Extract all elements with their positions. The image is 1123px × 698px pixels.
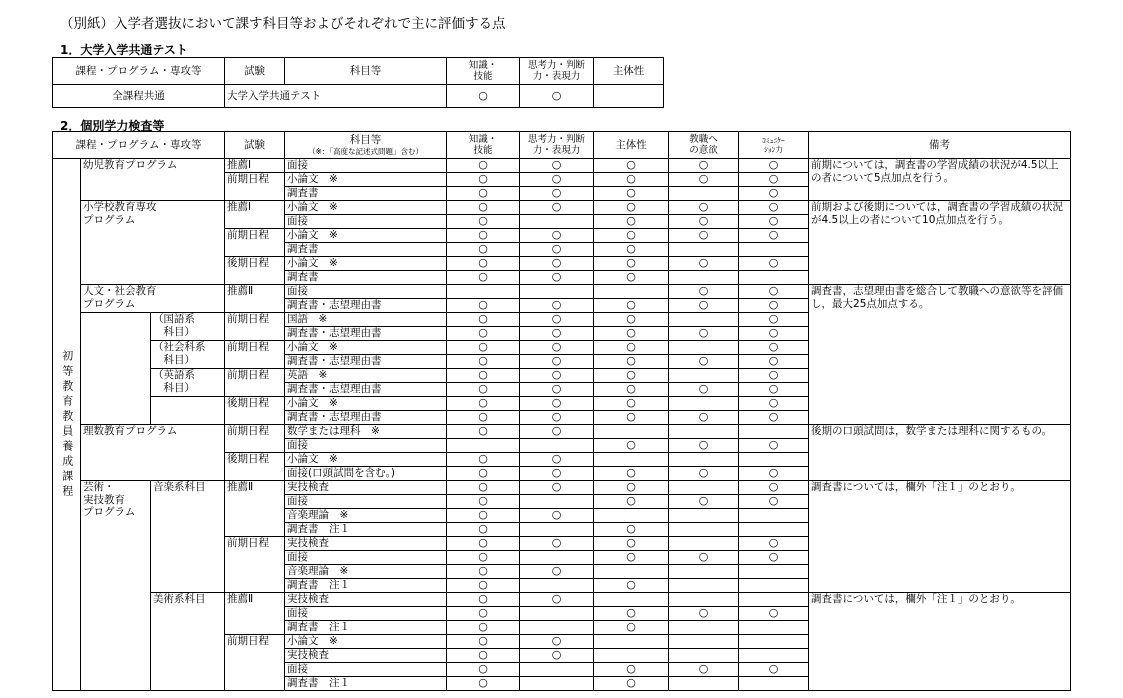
mark-s — [594, 425, 669, 439]
mark-m — [669, 313, 739, 327]
mark-s: ○ — [594, 271, 669, 285]
mark-t — [520, 551, 594, 565]
mark-k: ○ — [447, 159, 520, 173]
mark-s: ○ — [594, 663, 669, 677]
header-thinking: 思考力・判断 力・表現力 — [520, 132, 594, 159]
subject-cell: 面接 — [285, 159, 447, 173]
table-header-row — [53, 58, 664, 85]
mark-k: ○ — [447, 215, 520, 229]
mark-t: ○ — [520, 243, 594, 257]
header-remarks: 備考 — [809, 132, 1071, 159]
mark-k: ○ — [447, 649, 520, 663]
mark-c — [739, 523, 809, 537]
mark-c — [739, 453, 809, 467]
mark-k: ○ — [447, 229, 520, 243]
mark-t: ○ — [520, 271, 594, 285]
mark-c — [739, 593, 809, 607]
exam-cell: 前期日程 — [225, 341, 285, 369]
exam-cell: 後期日程 — [225, 397, 285, 425]
mark-c: ○ — [739, 467, 809, 481]
mark-m: ○ — [669, 663, 739, 677]
mark-k: ○ — [447, 271, 520, 285]
mark-k: ○ — [447, 383, 520, 397]
table-row — [53, 593, 1071, 607]
mark-m: ○ — [669, 215, 739, 229]
knowledge-mark: ○ — [447, 85, 520, 108]
mark-t: ○ — [520, 481, 594, 495]
program-youji: 幼児教育プログラム — [81, 159, 225, 201]
mark-s: ○ — [594, 383, 669, 397]
mark-t: ○ — [520, 299, 594, 313]
subject-cell: 小論文 ※ — [285, 257, 447, 271]
mark-t: ○ — [520, 397, 594, 411]
subject-cell: 調査書 注１ — [285, 621, 447, 635]
mark-m — [669, 341, 739, 355]
subject-cell: 音楽理論 ※ — [285, 509, 447, 523]
subject-cell: 小論文 ※ — [285, 341, 447, 355]
subject-cell: 実技検査 — [285, 649, 447, 663]
mark-s: ○ — [594, 523, 669, 537]
mark-s: ○ — [594, 173, 669, 187]
remarks-cell: 調査書については，欄外「注１」のとおり。 — [809, 481, 1071, 593]
mark-s: ○ — [594, 369, 669, 383]
remarks-cell: 前期については，調査書の学習成績の状況が4.5以上の者について5点加点を行う。 — [809, 159, 1071, 201]
individual-exam-table — [52, 131, 1071, 691]
mark-k: ○ — [447, 467, 520, 481]
program-cell: 全課程共通 — [53, 85, 225, 108]
mark-k: ○ — [447, 187, 520, 201]
mark-t — [520, 579, 594, 593]
mark-m: ○ — [669, 159, 739, 173]
mark-k: ○ — [447, 607, 520, 621]
table-row — [53, 85, 664, 108]
mark-c: ○ — [739, 439, 809, 453]
subject-cell: 調査書・志望理由書 — [285, 411, 447, 425]
mark-k: ○ — [447, 243, 520, 257]
mark-s: ○ — [594, 551, 669, 565]
header-subject: 科目等 — [285, 58, 447, 85]
mark-k: ○ — [447, 481, 520, 495]
subject-cell: 面接 — [285, 495, 447, 509]
mark-c: ○ — [739, 159, 809, 173]
mark-t — [520, 285, 594, 299]
mark-m: ○ — [669, 257, 739, 271]
program-geijutsu: 芸術・ 実技教育 プログラム — [81, 481, 151, 691]
exam-cell: 推薦Ⅱ — [225, 593, 285, 635]
subject-cell: 小論文 ※ — [285, 173, 447, 187]
subject-cell: 調査書・志望理由書 — [285, 355, 447, 369]
mark-m: ○ — [669, 173, 739, 187]
mark-s: ○ — [594, 159, 669, 173]
mark-m — [669, 523, 739, 537]
subject-cell: 調査書・志望理由書 — [285, 327, 447, 341]
mark-k: ○ — [447, 495, 520, 509]
subject-cell: 小論文 ※ — [285, 201, 447, 215]
mark-m — [669, 425, 739, 439]
mark-c: ○ — [739, 383, 809, 397]
header-communication: ｺﾐｭﾆｹｰ ｼｮﾝ力 — [739, 132, 809, 159]
mark-m — [669, 593, 739, 607]
mark-c — [739, 509, 809, 523]
mark-t: ○ — [520, 467, 594, 481]
mark-c — [739, 579, 809, 593]
mark-s: ○ — [594, 313, 669, 327]
mark-k: ○ — [447, 299, 520, 313]
subject-cell: 数学または理科 ※ — [285, 425, 447, 439]
mark-c: ○ — [739, 201, 809, 215]
mark-t: ○ — [520, 565, 594, 579]
mark-s: ○ — [594, 397, 669, 411]
mark-s — [594, 509, 669, 523]
header-program: 課程・プログラム・専攻等 — [53, 132, 225, 159]
header-knowledge: 知識・ 技能 — [447, 58, 520, 85]
header-motivation: 教職へ の意欲 — [669, 132, 739, 159]
mark-s: ○ — [594, 243, 669, 257]
mark-c: ○ — [739, 607, 809, 621]
mark-t: ○ — [520, 201, 594, 215]
exam-cell: 大学入学共通テスト — [225, 85, 447, 108]
mark-c: ○ — [739, 411, 809, 425]
program-shogakko: 小学校教育専攻 プログラム — [81, 201, 225, 285]
mark-s: ○ — [594, 467, 669, 481]
mark-m: ○ — [669, 495, 739, 509]
mark-s: ○ — [594, 187, 669, 201]
mark-m — [669, 243, 739, 257]
program-kokugo: （国語系 科目） — [151, 313, 225, 341]
mark-k: ○ — [447, 453, 520, 467]
mark-t — [520, 215, 594, 229]
mark-t: ○ — [520, 313, 594, 327]
mark-s — [594, 453, 669, 467]
table-row — [53, 159, 1071, 173]
mark-m — [669, 621, 739, 635]
subject-cell: 小論文 ※ — [285, 453, 447, 467]
mark-k: ○ — [447, 411, 520, 425]
header-subject-label: 科目等 — [349, 134, 382, 147]
table-row — [53, 201, 1071, 215]
mark-t: ○ — [520, 187, 594, 201]
mark-k: ○ — [447, 397, 520, 411]
mark-c: ○ — [739, 173, 809, 187]
subject-cell: 面接 — [285, 439, 447, 453]
mark-s — [594, 635, 669, 649]
exam-cell: 前期日程 — [225, 425, 285, 453]
mark-t: ○ — [520, 635, 594, 649]
program-bijutsu: 美術系科目 — [151, 593, 225, 691]
subject-cell: 実技検査 — [285, 593, 447, 607]
mark-m — [669, 271, 739, 285]
mark-k: ○ — [447, 663, 520, 677]
mark-c: ○ — [739, 299, 809, 313]
section2-heading: 2．個別学力検査等 — [60, 119, 165, 133]
mark-m: ○ — [669, 201, 739, 215]
mark-c: ○ — [739, 257, 809, 271]
mark-s — [594, 649, 669, 663]
program-jinbun: 人文・社会教育 プログラム — [81, 285, 225, 313]
mark-c: ○ — [739, 481, 809, 495]
mark-s: ○ — [594, 257, 669, 271]
mark-c: ○ — [739, 663, 809, 677]
exam-cell: 後期日程 — [225, 257, 285, 285]
mark-t — [520, 439, 594, 453]
mark-t — [520, 523, 594, 537]
mark-t: ○ — [520, 453, 594, 467]
exam-cell: 前期日程 — [225, 229, 285, 257]
header-knowledge: 知識・ 技能 — [447, 132, 520, 159]
mark-c — [739, 425, 809, 439]
thinking-mark: ○ — [520, 85, 594, 108]
mark-k: ○ — [447, 677, 520, 691]
mark-k — [447, 439, 520, 453]
mark-m: ○ — [669, 327, 739, 341]
exam-cell: 後期日程 — [225, 453, 285, 481]
mark-k: ○ — [447, 593, 520, 607]
subject-cell: 面接 — [285, 607, 447, 621]
mark-c: ○ — [739, 327, 809, 341]
mark-m — [669, 453, 739, 467]
mark-c: ○ — [739, 397, 809, 411]
mark-k: ○ — [447, 313, 520, 327]
mark-c — [739, 243, 809, 257]
table-row — [53, 285, 1071, 299]
remarks-cell: 後期の口頭試問は，数学または理科に関するもの。 — [809, 425, 1071, 481]
subject-cell: 調査書 — [285, 187, 447, 201]
mark-s: ○ — [594, 201, 669, 215]
mark-m — [669, 187, 739, 201]
mark-m — [669, 565, 739, 579]
mark-m — [669, 509, 739, 523]
mark-t: ○ — [520, 173, 594, 187]
mark-k: ○ — [447, 369, 520, 383]
mark-k: ○ — [447, 635, 520, 649]
mark-s: ○ — [594, 677, 669, 691]
subject-cell: 小論文 ※ — [285, 229, 447, 243]
mark-m — [669, 537, 739, 551]
mark-t — [520, 663, 594, 677]
mark-m: ○ — [669, 551, 739, 565]
mark-k: ○ — [447, 509, 520, 523]
subject-cell: 調査書 — [285, 243, 447, 257]
course-name: 初等教育教員養成課程 — [53, 159, 81, 691]
program-blank — [151, 397, 225, 425]
mark-t: ○ — [520, 355, 594, 369]
mark-c — [739, 677, 809, 691]
mark-t: ○ — [520, 327, 594, 341]
mark-m — [669, 579, 739, 593]
program-risu: 理数教育プログラム — [81, 425, 225, 481]
mark-s: ○ — [594, 621, 669, 635]
header-initiative: 主体性 — [594, 58, 664, 85]
subject-cell: 面接 — [285, 663, 447, 677]
mark-m: ○ — [669, 229, 739, 243]
mark-s — [594, 593, 669, 607]
mark-c: ○ — [739, 537, 809, 551]
mark-t: ○ — [520, 257, 594, 271]
mark-s: ○ — [594, 481, 669, 495]
mark-k: ○ — [447, 257, 520, 271]
header-exam: 試験 — [225, 58, 285, 85]
mark-m — [669, 369, 739, 383]
subject-cell: 調査書 注１ — [285, 579, 447, 593]
subject-cell: 面接 — [285, 551, 447, 565]
subject-cell: 小論文 ※ — [285, 397, 447, 411]
subject-cell: 面接 — [285, 215, 447, 229]
mark-s: ○ — [594, 327, 669, 341]
subject-cell: 調査書 注１ — [285, 677, 447, 691]
mark-k: ○ — [447, 621, 520, 635]
exam-cell: 推薦Ⅰ — [225, 159, 285, 173]
remarks-cell: 前期および後期については，調査書の学習成績の状況が4.5以上の者について10点加点を行う。 — [809, 201, 1071, 285]
mark-c: ○ — [739, 369, 809, 383]
initiative-mark — [594, 85, 664, 108]
header-subject — [285, 132, 447, 159]
header-program: 課程・プログラム・専攻等 — [53, 58, 225, 85]
mark-t — [520, 677, 594, 691]
subject-cell: 調査書 注１ — [285, 523, 447, 537]
mark-c: ○ — [739, 285, 809, 299]
table-row — [53, 481, 1071, 495]
mark-m: ○ — [669, 355, 739, 369]
mark-m: ○ — [669, 439, 739, 453]
mark-t: ○ — [520, 509, 594, 523]
mark-s: ○ — [594, 355, 669, 369]
subject-cell: 実技検査 — [285, 481, 447, 495]
mark-t — [520, 495, 594, 509]
mark-k: ○ — [447, 425, 520, 439]
mark-t: ○ — [520, 229, 594, 243]
mark-c — [739, 649, 809, 663]
mark-c: ○ — [739, 341, 809, 355]
program-eigo: （英語系 科目） — [151, 369, 225, 397]
header-thinking: 思考力・判断 力・表現力 — [520, 58, 594, 85]
exam-cell: 前期日程 — [225, 537, 285, 593]
mark-c: ○ — [739, 229, 809, 243]
remarks-cell: 調査書，志望理由書を総合して教職への意欲等を評価し，最大25点加点する。 — [809, 285, 1071, 425]
mark-t: ○ — [520, 649, 594, 663]
section1-heading: 1．大学入学共通テスト — [60, 43, 188, 57]
mark-s — [594, 565, 669, 579]
mark-k: ○ — [447, 355, 520, 369]
mark-k: ○ — [447, 537, 520, 551]
mark-c: ○ — [739, 355, 809, 369]
mark-m: ○ — [669, 607, 739, 621]
mark-m — [669, 649, 739, 663]
common-test-table — [52, 57, 664, 108]
subject-cell: 英語 ※ — [285, 369, 447, 383]
header-subject-note: （※：「高度な記述式問題」含む） — [308, 146, 424, 156]
subject-cell: 国語 ※ — [285, 313, 447, 327]
subject-cell: 小論文 ※ — [285, 635, 447, 649]
program-shakai: （社会科系 科目） — [151, 341, 225, 369]
mark-k: ○ — [447, 173, 520, 187]
mark-c: ○ — [739, 187, 809, 201]
mark-s: ○ — [594, 411, 669, 425]
mark-c — [739, 621, 809, 635]
exam-cell: 前期日程 — [225, 173, 285, 201]
mark-s: ○ — [594, 439, 669, 453]
mark-m — [669, 481, 739, 495]
mark-c — [739, 635, 809, 649]
program-ongaku: 音楽系科目 — [151, 481, 225, 593]
mark-k: ○ — [447, 341, 520, 355]
mark-s — [594, 285, 669, 299]
mark-t: ○ — [520, 411, 594, 425]
mark-k: ○ — [447, 327, 520, 341]
mark-s: ○ — [594, 299, 669, 313]
mark-c — [739, 271, 809, 285]
mark-t: ○ — [520, 593, 594, 607]
exam-cell: 推薦Ⅱ — [225, 285, 285, 313]
mark-t — [520, 621, 594, 635]
mark-t: ○ — [520, 159, 594, 173]
mark-k: ○ — [447, 579, 520, 593]
mark-s: ○ — [594, 341, 669, 355]
document-title: （別紙）入学者選抜において課す科目等およびそれぞれで主に評価する点 — [60, 16, 506, 32]
mark-s: ○ — [594, 579, 669, 593]
mark-m: ○ — [669, 285, 739, 299]
mark-t: ○ — [520, 369, 594, 383]
mark-m — [669, 635, 739, 649]
mark-s: ○ — [594, 229, 669, 243]
program-jinbun-spacer — [81, 313, 151, 425]
subject-cell: 調査書・志望理由書 — [285, 299, 447, 313]
subject-cell: 音楽理論 ※ — [285, 565, 447, 579]
exam-cell: 前期日程 — [225, 635, 285, 691]
mark-c: ○ — [739, 495, 809, 509]
mark-m — [669, 677, 739, 691]
subject-cell: 面接 — [285, 285, 447, 299]
mark-k: ○ — [447, 523, 520, 537]
header-exam: 試験 — [225, 132, 285, 159]
subject-cell: 調査書 — [285, 271, 447, 285]
mark-k: ○ — [447, 201, 520, 215]
table-row — [53, 425, 1071, 439]
mark-t: ○ — [520, 425, 594, 439]
exam-cell: 前期日程 — [225, 369, 285, 397]
subject-cell: 面接(口頭試問を含む。) — [285, 467, 447, 481]
mark-m: ○ — [669, 411, 739, 425]
exam-cell: 前期日程 — [225, 313, 285, 341]
subject-cell: 調査書・志望理由書 — [285, 383, 447, 397]
header-initiative: 主体性 — [594, 132, 669, 159]
mark-s: ○ — [594, 495, 669, 509]
mark-t: ○ — [520, 383, 594, 397]
exam-cell: 推薦Ⅰ — [225, 201, 285, 229]
table-header-row — [53, 132, 1071, 159]
mark-c: ○ — [739, 313, 809, 327]
mark-m: ○ — [669, 467, 739, 481]
mark-c: ○ — [739, 215, 809, 229]
exam-cell: 推薦Ⅱ — [225, 481, 285, 537]
mark-s: ○ — [594, 215, 669, 229]
mark-t: ○ — [520, 341, 594, 355]
mark-t — [520, 607, 594, 621]
mark-c — [739, 565, 809, 579]
mark-m: ○ — [669, 299, 739, 313]
mark-s: ○ — [594, 537, 669, 551]
mark-m — [669, 397, 739, 411]
mark-k: ○ — [447, 551, 520, 565]
mark-c: ○ — [739, 551, 809, 565]
mark-t: ○ — [520, 537, 594, 551]
subject-cell: 実技検査 — [285, 537, 447, 551]
remarks-cell: 調査書については，欄外「注１」のとおり。 — [809, 593, 1071, 691]
mark-k — [447, 285, 520, 299]
mark-m: ○ — [669, 383, 739, 397]
mark-s: ○ — [594, 607, 669, 621]
mark-k: ○ — [447, 565, 520, 579]
